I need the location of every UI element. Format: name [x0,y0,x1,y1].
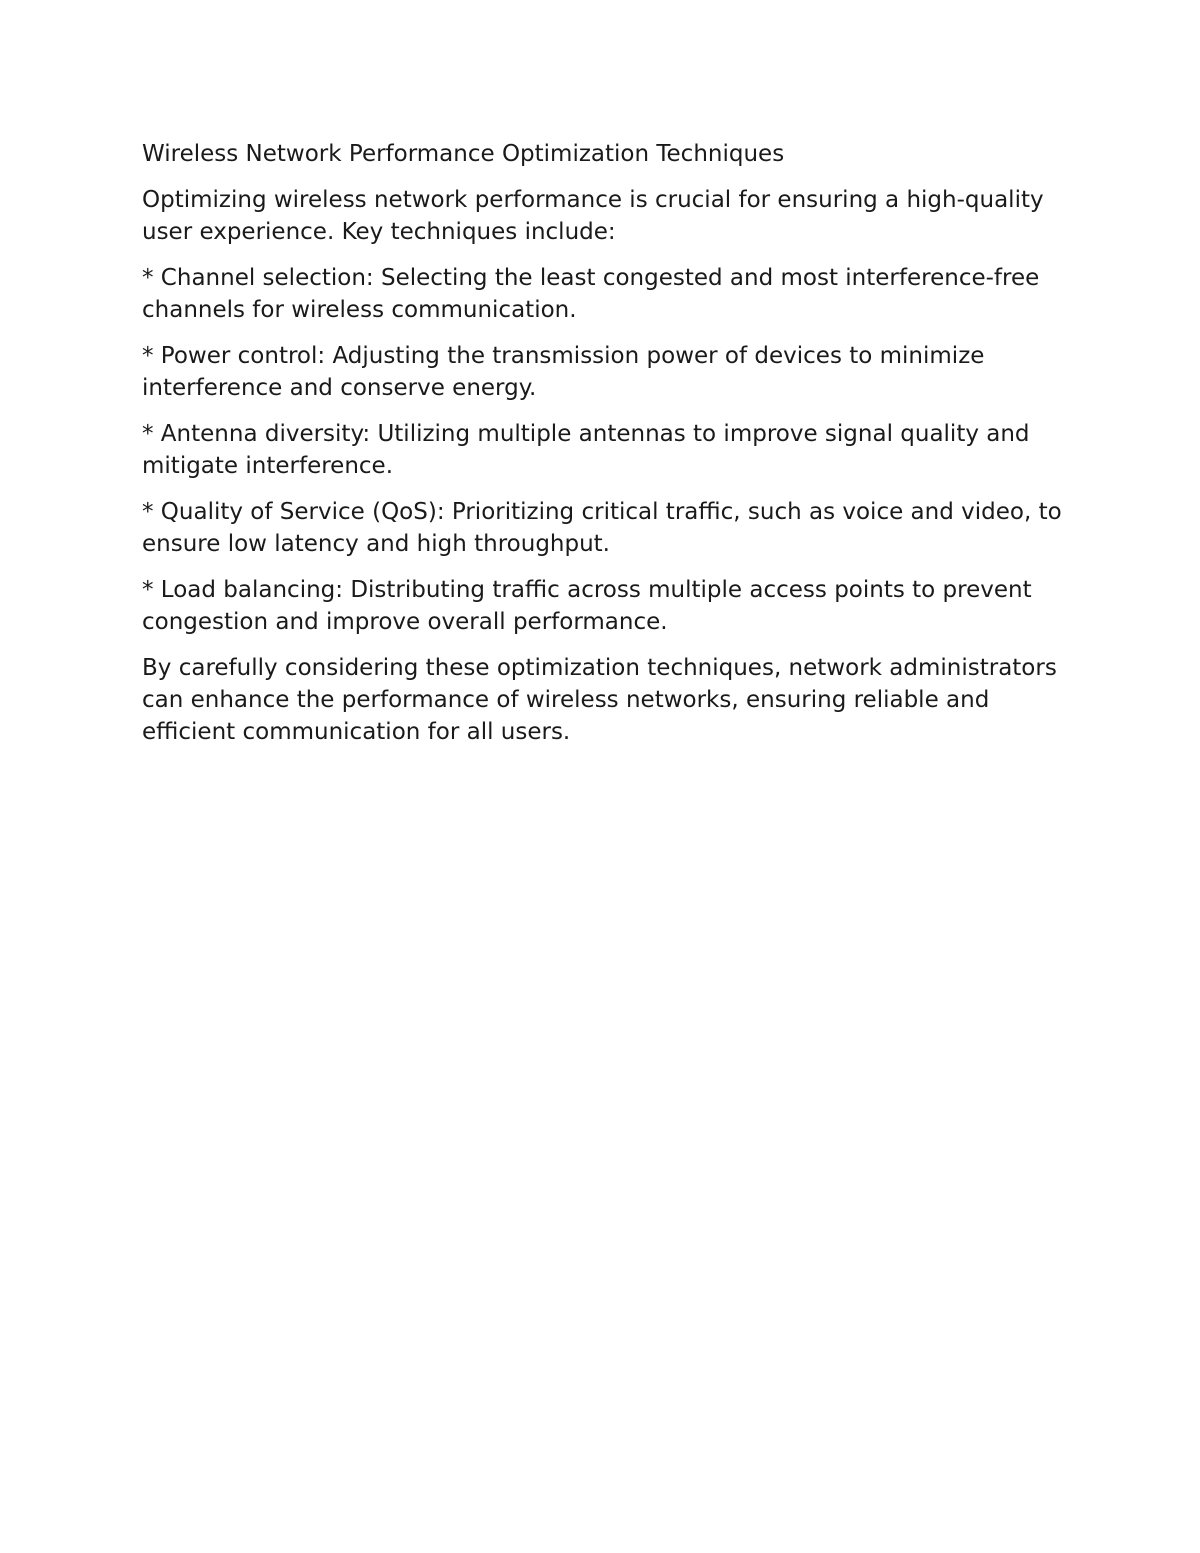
bullet-power-control: * Power control: Adjusting the transmission power of devices to minimize interference and conserve energy. [142,343,985,401]
conclusion-paragraph: By carefully considering these optimization techniques, network administrators can enhance the performance of wireless networks, ensuring reliable and efficient communication for all users. [142,655,1057,745]
document-body [142,138,1072,762]
document-title: Wireless Network Performance Optimization Techniques [142,141,785,167]
bullet-quality-of-service: * Quality of Service (QoS): Prioritizing critical traffic, such as voice and video, to ensure low latency and high throughput. [142,499,1062,557]
bullet-antenna-diversity: * Antenna diversity: Utilizing multiple antennas to improve signal quality and mitigate interference. [142,421,1030,479]
bullet-channel-selection: * Channel selection: Selecting the least congested and most interference-free channels for wireless communication. [142,265,1040,323]
intro-paragraph: Optimizing wireless network performance is crucial for ensuring a high-quality user experience. Key techniques include: [142,187,1044,245]
bullet-load-balancing: * Load balancing: Distributing traffic across multiple access points to prevent congestion and improve overall performance. [142,577,1032,635]
